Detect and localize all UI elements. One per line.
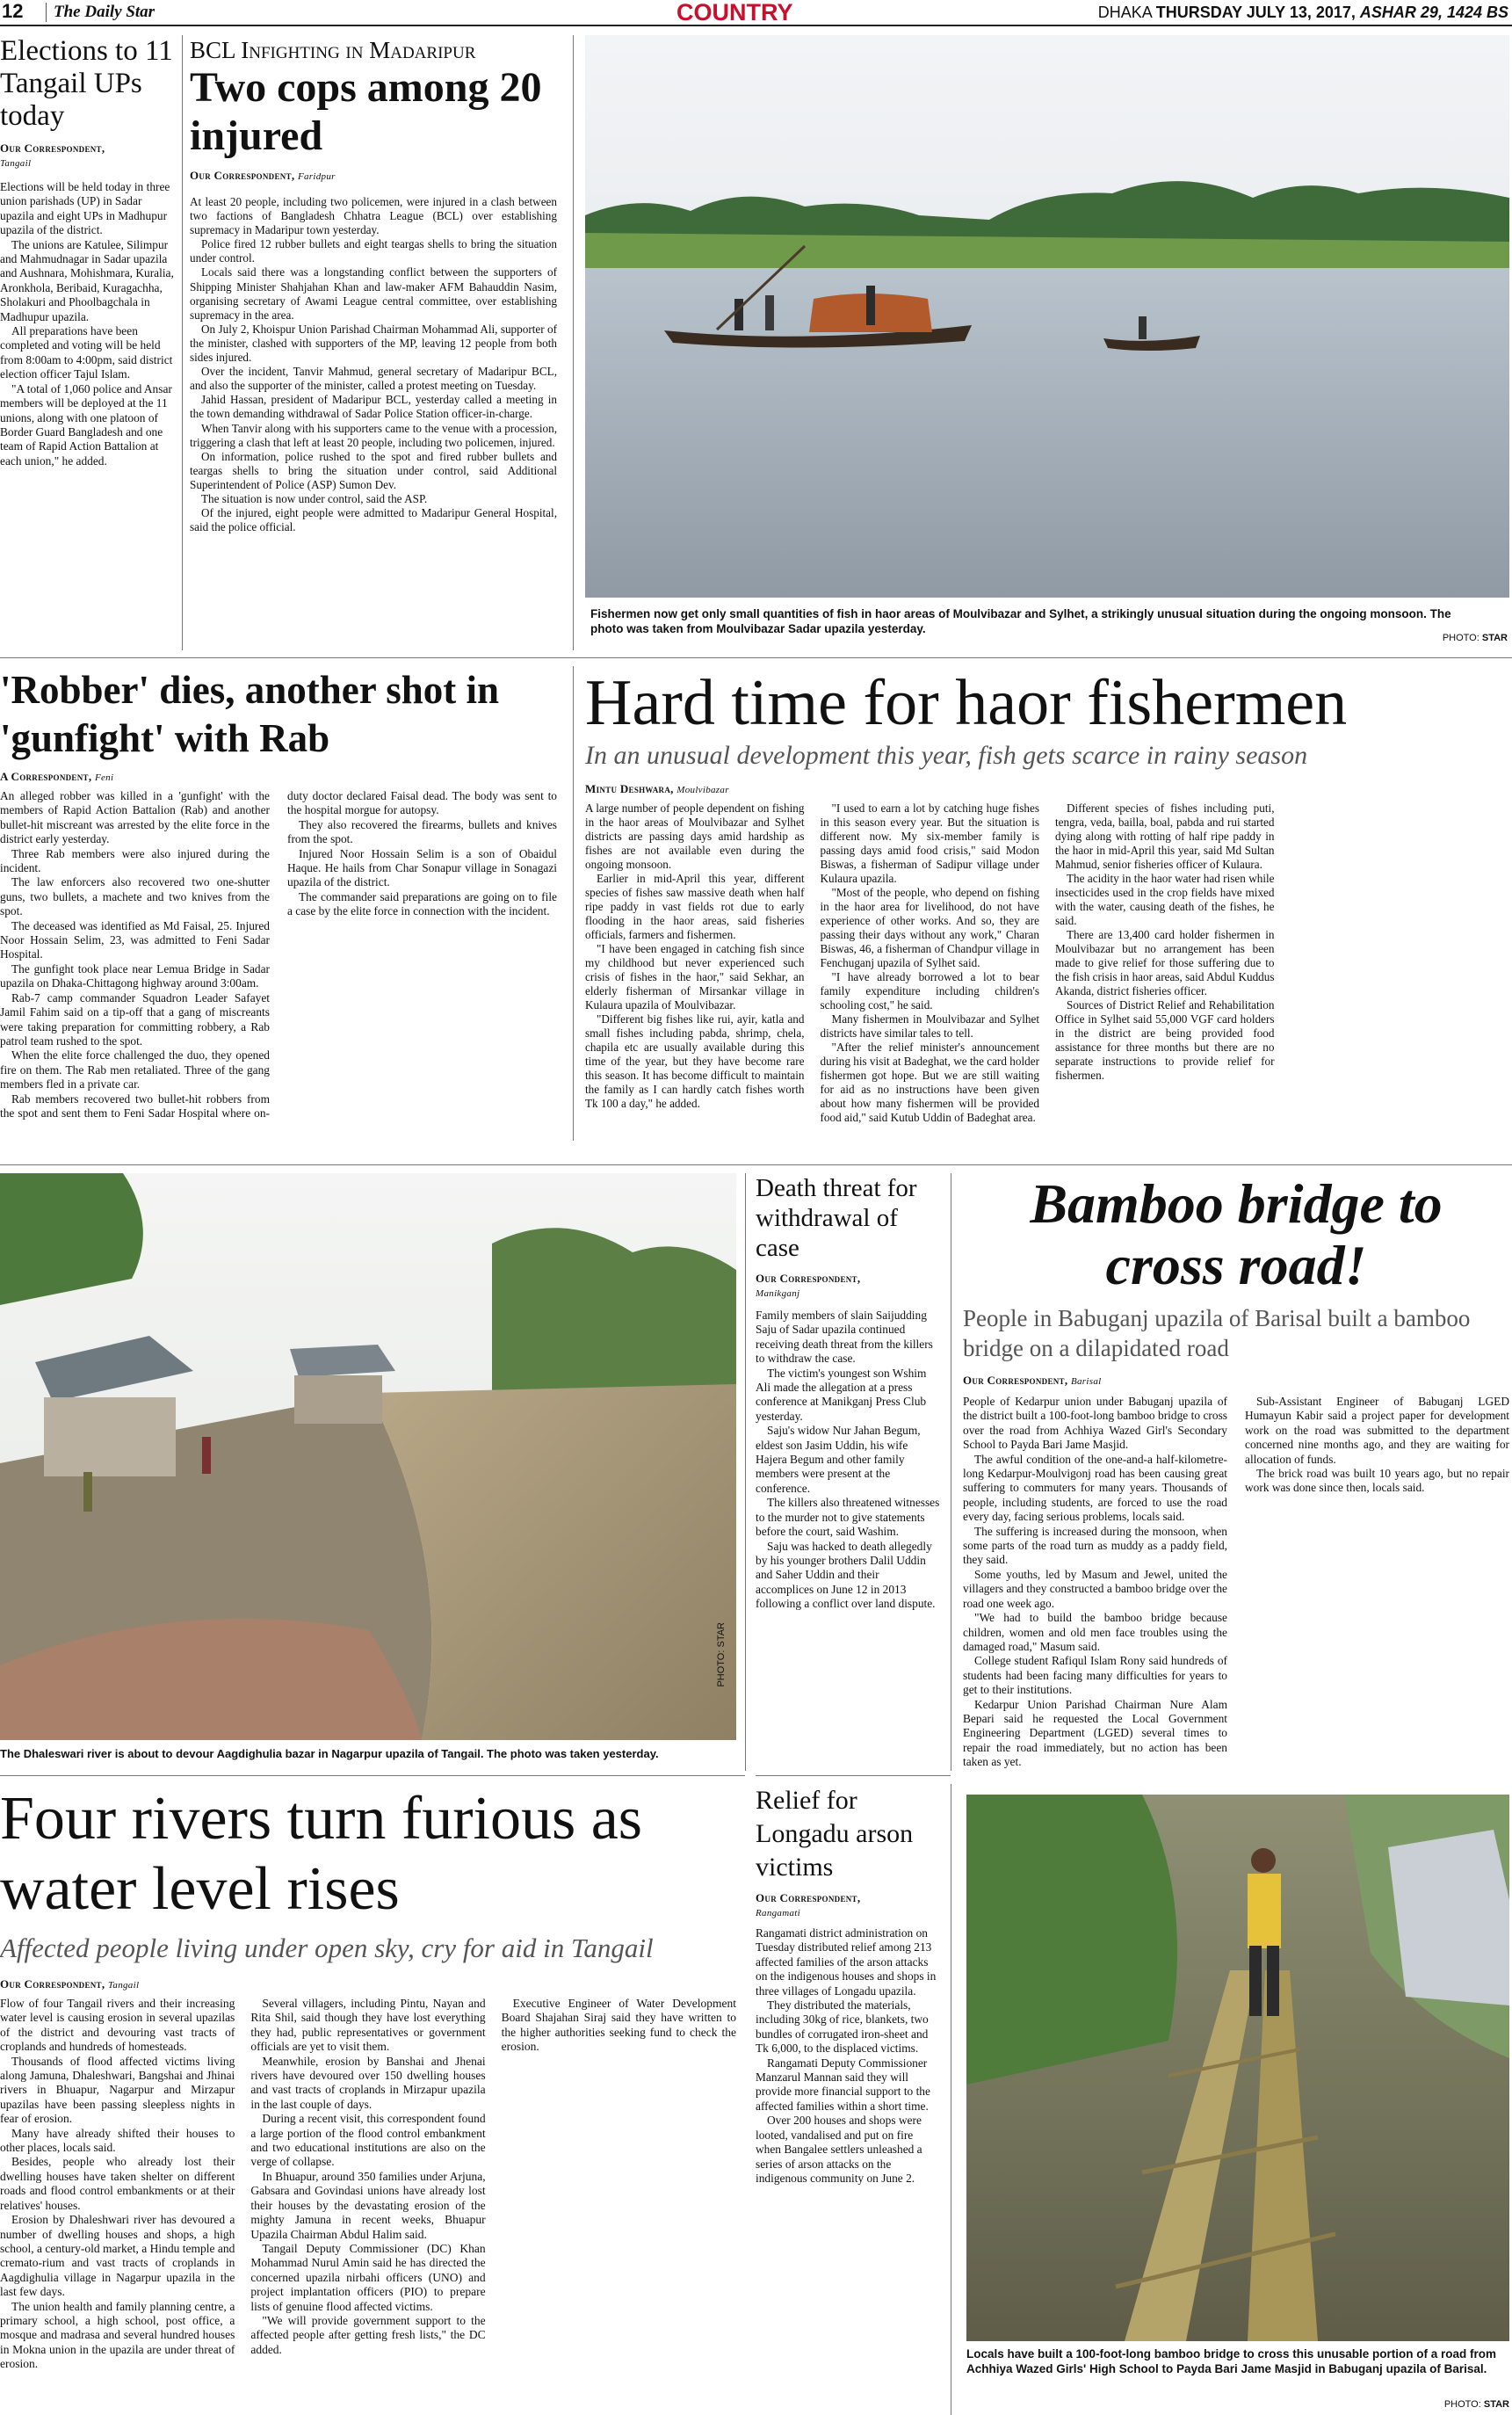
rivers-body: Flow of four Tangail rivers and their increasing water level is causing erosion in several upazilas of the district and devouring vast tracts of croplands and hundreds of homesteads. Thousands of flood affected victims living along Jamuna, Dhaleshwari, Bangshai and Jhinai rivers in Bhuapur, Nagarpur and Mirzapur upazilas have been passing sleepless nights in fear of erosion. Many have already shifted their houses to other places, locals said. Besides, people who already lost their dwelling houses have taken shelter on different roads and flood control embankments or at their relatives' houses. Erosion by Dhaleshwari river has devoured a number of dwelling houses and shops, a high school, a century-old market, a Hindu temple and cremato-rium and vast tracts of croplands in Aagdighulia village in Nagarpur upazila in the last few days. The union health and family planning centre, a primary school, a high school, post office, a mosque and madrasa and several hundred houses in Mokna union in the upazila are under threat of erosion. Several villagers, including Pintu, Nayan and Rita Shil, said though they have lost everything they had, public representatives or government officials are yet to visit them. Meanwhile, erosion by Banshai and Jhenai rivers have devoured over 150 dwelling houses and vast tracts of croplands in Mirzapur upazila in the last couple of days. During a recent visit, this correspondent found a large portion of the flood control embankment and two educational institutions are also on the verge of collapse. In Bhuapur, around 350 families under Arjuna, Gabsara and Govindasi unions have already lost their houses by the devastating erosion of the mighty Jamuna in recent weeks, Bhuapur Upazila Chairman Abdul Halim said. Tangail Deputy Commissioner (DC) Khan Mohammad Nurul Amin said he has directed the concerned upazila nirbahi officers (UNO) and project implantation officers (PIO) to prepare lists of genuine flood affected victims. "We will provide government support to the affected people after getting fresh lists," the DC added. Executive Engineer of Water Development Board Shajahan Siraj said they have written to the higher authorities seeking fund to check the erosion. <box>0 1997 736 2371</box>
relief-article <box>756 1784 940 2415</box>
bcl-byline: Our Correspondent, Faridpur <box>190 169 336 182</box>
river-photo-credit: PHOTO: STAR <box>716 1622 727 1687</box>
river-photo <box>0 1173 736 1740</box>
haor-body: A large number of people dependent on fishing in the haor areas of Moulvibazar and Sylhet districts are passing days amid hardship as fishes are not available even during the ongoing monsoon. Earlier in mid-April this year, different species of fishes saw massive death when half ripe paddy in vast fields rot due to early flooding in the haor areas, said fisheries officials, farmers and fishermen. "I have been engaged in catching fish since my childhood but never experienced such crisis of fishes in the haor," said Sekhar, an elderly fisherman of Mirsankar village in Kulaura upazila of Moulvibazar. "Different big fishes like rui, ayir, katla and small fishes including pabda, shrimp, chela, chapila etc are usually available during this time of the year, but they have become rare this season. It has become difficult to maintain the family as I can hardly catch fishes worth Tk 100 a day," he added. "I used to earn a lot by catching huge fishes in this season every year. But the situation is different now. My six-member family is passing days amid food crisis," said Modon Biswas, a fisherman of Sadipur village under Kulaura upazila. "Most of the people, who depend on fishing in the haor area for livelihood, do not have experience of other works. And so, they are passing their days without any work," Charan Biswas, 46, a fisherman of Chandpur village in Fenchuganj upazila of Sylhet said. "I have already borrowed a lot to bear family expenditure including children's schooling cost," he said. Many fishermen in Moulvibazar and Sylhet districts have similar tales to tell. "After the relief minister's announcement during his visit at Badeghat, we the card holder fishermen got hope. But we are still waiting for aid as no instructions have been given about how many fishermen will be provided food aid," said Kutub Uddin of Badeghat area. Different species of fishes including puti, tengra, veda, bailla, boal, pabda and rui started dying along with rotting of half ripe paddy in the haor in mid-April this year, said Md Sultan Mahmud, senior fisheries officer of Kulaura. The acidity in the haor water had risen while insecticides used in the crop fields have mixed with the water, causing death of the fishes, he said. There are 13,400 card holder fishermen in Moulvibazar but no arrangement has been made to give relief for those suffering due to the fish crisis in haor areas, said Abdul Kuddus Akanda, district fisheries officer. Sources of District Relief and Rehabilitation Office in Sylhet said 55,000 VGF card holders in the district are being provided food assistance for three months but there are no separate instructions to provide relief for fishermen. <box>585 801 1275 1124</box>
bamboo-bridge-image <box>966 1795 1509 2341</box>
robber-headline: 'Robber' dies, another shot in 'gunfight' with Rab <box>0 668 499 760</box>
rivers-headline: Four rivers turn furious as water level rises <box>0 1785 643 1923</box>
bamboo-byline: Our Correspondent, Barisal <box>963 1374 1102 1387</box>
robber-article <box>0 666 557 1141</box>
haor-photo-caption: Fishermen now get only small quantities of fish in haor areas of Moulvibazar and Sylhet, a strikingly unusual situation during the ongoing monsoon. The photo was taken from Moulvibazar Sadar upazila yesterday. <box>590 607 1451 635</box>
elections-body: Elections will be held today in three union parishads (UP) in Sadar upazila and eight UPs in Madhupur upazila of the district. The unions are Katulee, Silimpur and Mahmudnagar in Sadar upazila and Aushnara, Mohishmara, Kuralia, Aronkhola, Beribaid, Kuragachha, Sholakuri and Phoolbagchala in Madhupur upazila. All preparations have been completed and voting will be held from 8:00am to 4:00pm, said district election officer Tajul Islam. "A total of 1,060 police and Ansar members will be deployed at the 11 unions, along with one platoon of Border Guard Bangladesh and one team of Rapid Action Battalion at each union," he added. <box>0 180 174 468</box>
rivers-byline: Our Correspondent, Tangail <box>0 1977 140 1991</box>
relief-headline: Relief for Longadu arson victims <box>756 1786 914 1882</box>
bcl-article <box>190 37 557 652</box>
page-number: 12 <box>2 0 24 22</box>
relief-byline: Our Correspondent, Rangamati <box>756 1891 861 1918</box>
bcl-headline: Two cops among 20 injured <box>190 64 542 159</box>
bamboo-headline-line2: cross road! <box>1105 1234 1367 1296</box>
bamboo-headline-line1: Bamboo bridge to <box>1030 1173 1443 1235</box>
bcl-body: At least 20 people, including two policemen, were injured in a clash between two factions of Bangladesh Chhatra League (BCL) over establishing supremacy in Madaripur town yesterday. Police fired 12 rubber bullets and eight teargas shells to bring the situation under control. Locals said there was a longstanding conflict between the supporters of Shipping Minister Shahjahan Khan and law-maker AFM Bahauddin Nasim, organising secretary of Awami League central committee, over establishing supremacy in the area. On July 2, Khoispur Union Parishad Chairman Mohammad Ali, supporter of the minister, clashed with supporters of the MP, leaving 12 people from both sides injured. Over the incident, Tanvir Mahmud, general secretary of Madaripur BCL, and also the supporter of the minister, called a protest meeting on Tuesday. Jahid Hassan, president of Madaripur BCL, yesterday called a meeting in the town demanding withdrawal of Sadar Police Station officer-in-charge. When Tanvir along with his supporters came to the venue with a procession, triggering a clash that left at least 20 people, including two policemen, injured. On information, police rushed to the spot and fired rubber bullets and teargas shells to bring the situation under control, said Additional Superintendent of Police (ASP) Sumon Dev. The situation is now under control, said the ASP. Of the injured, eight people were admitted to Madaripur General Hospital, said the police official. <box>190 195 557 534</box>
rivers-subhead: Affected people living under open sky, cry for aid in Tangail <box>0 1933 654 1963</box>
masthead <box>0 0 1512 26</box>
bamboo-subhead: People in Babuganj upazila of Barisal built a bamboo bridge on a dilapidated road <box>963 1305 1471 1361</box>
river-erosion-image <box>0 1173 736 1740</box>
bcl-kicker: BCL Infighting in Madaripur <box>190 37 476 63</box>
bamboo-body: People of Kedarpur union under Babuganj upazila of the district built a 100-foot-long bamboo bridge to cross over the road from Achhiya Wazed Girl's Secondary School to Payda Bari Jame Masjid. The awful condition of the one-and-a half-kilometre-long Kedarpur-Moulvigonj road has been causing great suffering to commuters for many years. Thousands of people, including students, are forced to use the road every day, facing serious problems, locals said. The suffering is increased during the monsoon, when some parts of the road turn as muddy as a paddy field, they said. Some youths, led by Masum and Jewel, united the villagers and they constructed a bamboo bridge over the road one week ago. "We had to build the bamboo bridge because children, women and old men face troubles using the damaged road," Masum said. College student Rafiqul Islam Rony said hundreds of students had been facing many difficulties for years to get to their institutions. Kedarpur Union Parishad Chairman Nure Alam Bepari said he requested the Local Government Engineering Department (LGED) several times to repair the road immediately, but no action has been taken as yet. Sub-Assistant Engineer of Babuganj LGED Humayun Kabir said a project paper for development work on the road was submitted to the department concerned nine months ago, and they are waiting for allocation of funds. The brick road was built 10 years ago, but no repair work was done since then, locals said. <box>963 1395 1509 1769</box>
haor-photo <box>585 35 1509 598</box>
death-headline: Death threat for withdrawal of case <box>756 1174 917 1262</box>
robber-body: An alleged robber was killed in a 'gunfight' with the members of Rapid Action Battalion (Rab) and another bullet-hit miscreant was arrested by the elite force in the district early yesterday. Three Rab members were also injured during the incident. The law enforcers also recovered two one-shutter guns, two bullets, a machete and two knives from the spot. The deceased was identified as Md Faisal, 25. Injured Noor Hossain Selim, 23, was admitted to Feni Sadar Hospital. The gunfight took place near Lemua Bridge in Sadar upazila on Dhaka-Chittagong highway around 3:00am. Rab-7 camp commander Squadron Leader Safayet Jamil Fahim said on a tip-off that a gang of miscreants were taking preparation for committing robbery, a Rab patrol team rushed to the spot. When the elite force challenged the duo, they opened fire on them. The Rab men retaliated. Three of the gang members fled in a private car. Rab members recovered two bullet-hit robbers from the spot and sent them to Feni Sadar Hospital where on-duty doctor declared Faisal dead. The body was sent to the hospital morgue for autopsy. They also recovered the firearms, bullets and knives from the spot. Injured Noor Hossain Selim is a son of Obaidul Haque. He hails from Char Sonapur village in Sonagazi upazila of the district. The commander said preparations are going on to file a case by the elite force in connection with the incident. <box>0 789 557 1120</box>
dateline-date: THURSDAY JULY 13, 2017, <box>1155 4 1356 21</box>
river-photo-caption: The Dhaleswari river is about to devour Aagdighulia bazar in Nagarpur upazila of Tangail. The photo was taken yesterday. <box>0 1747 659 1760</box>
elections-headline: Elections to 11 Tangail UPs today <box>0 35 173 132</box>
dateline-city: DHAKA <box>1097 4 1152 21</box>
haor-article <box>585 666 1509 1141</box>
rivers-article <box>0 1784 736 2415</box>
death-article <box>756 1173 940 1771</box>
dateline-bangla: ASHAR 29, 1424 BS <box>1359 4 1508 21</box>
robber-byline: A Correspondent, Feni <box>0 770 114 783</box>
bamboo-headline <box>963 1173 1509 1296</box>
haor-subhead: In an unusual development this year, fish gets scarce in rainy season <box>585 741 1308 770</box>
fishermen-boat-image <box>585 35 1509 598</box>
relief-body: Rangamati district administration on Tuesday distributed relief among 213 affected families of the arson attacks on the indigenous houses and shops in three villages of Longadu upazila. They distributed the materials, including 30kg of rice, blankets, two bundles of corrugated iron-sheet and Tk 6,000, to the displaced victims. Rangamati Deputy Commissioner Manzarul Mannan said they will provide more financial support to the affected families within a short time. Over 200 houses and shops were looted, vandalised and put on fire when Bangalee settlers unleashed a series of arson attacks on the indigenous community on June 2. <box>756 1926 937 2185</box>
dateline <box>1098 4 1508 22</box>
haor-byline: Mintu Deshwara, Moulvibazar <box>585 782 729 795</box>
bamboo-photo-caption: Locals have built a 100-foot-long bamboo bridge to cross this unusable portion of a road from Achhiya Wazed Girls' High School to Payda Bari Jame Masjid in Babuganj upazila of Barisal. <box>966 2347 1497 2375</box>
bamboo-article <box>963 1173 1509 1771</box>
elections-byline: Our Correspondent, Tangail <box>0 141 105 169</box>
death-byline: Our Correspondent, Manikganj <box>756 1272 861 1299</box>
death-body: Family members of slain Saijudding Saju of Sadar upazila continued receiving death threat from the killers to withdraw the case. The victim's youngest son Wshim Ali made the allegation at a press conference at Manikganj Press Club yesterday. Saju's widow Nur Jahan Begum, eldest son Jasim Uddin, his wife Hajera Begum and other family members were present at the conference. The killers also threatened witnesses to the murder not to give statements before the court, said Washim. Saju was hacked to death allegedly by his younger brothers Dalil Uddin and Saher Uddin and their accomplices on June 12 in 2013 following a conflict over land dispute. <box>756 1309 940 1611</box>
elections-article <box>0 35 176 650</box>
bamboo-photo <box>966 1795 1509 2341</box>
haor-headline: Hard time for haor fishermen <box>585 667 1348 739</box>
section-label: COUNTRY <box>676 0 793 25</box>
haor-photo-credit: PHOTO: STAR <box>1442 633 1508 643</box>
bamboo-photo-credit: PHOTO: STAR <box>1443 2399 1509 2410</box>
paper-name: The Daily Star <box>46 3 155 22</box>
